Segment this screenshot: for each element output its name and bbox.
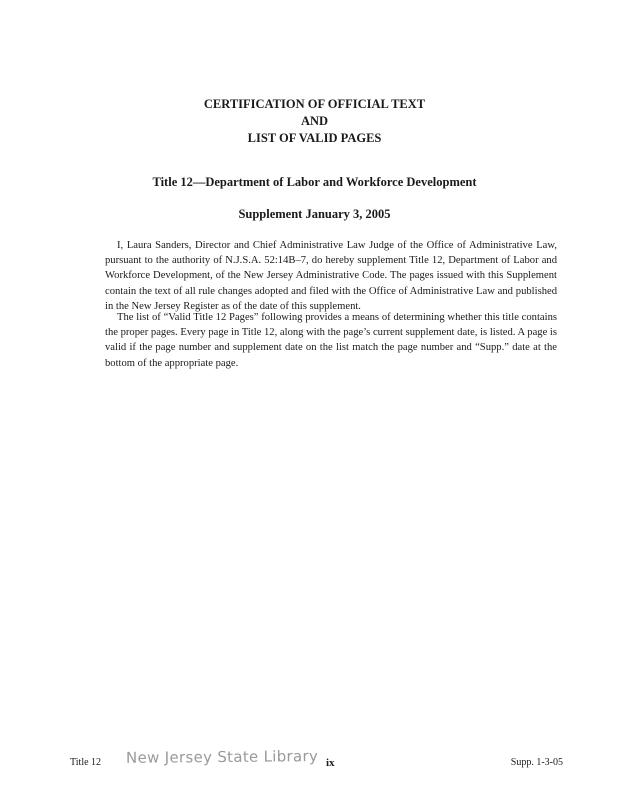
supplement-date-heading: Supplement January 3, 2005 bbox=[238, 207, 391, 221]
footer-supplement-date: Supp. 1-3-05 bbox=[510, 757, 563, 768]
heading-line-3: LIST OF VALID PAGES bbox=[247, 131, 382, 145]
certification-paragraph: I, Laura Sanders, Director and Chief Administrative Law Judge of the Office of Administrative Law, pursuant to the authority of N.J.S.A. 52:14B–7, do hereby supplement Title 12, Department of Labor and Workforce Development, of the New Jersey Administrative Code. The pages issued with this Supplement contain the text of all rule changes adopted and filed with the Office of Administrative Law and published in the New Jersey Register as of the date of this supplement. bbox=[105, 240, 557, 312]
certification-heading bbox=[0, 96, 629, 147]
footer-title: Title 12 bbox=[70, 757, 102, 768]
valid-pages-paragraph: The list of “Valid Title 12 Pages” following provides a means of determining whether this title contains the proper pages. Every page in Title 12, along with the page’s current supplement date, is listed. A page is valid if the page number and supplement date on the list match the page number and “Supp.” date at the bottom of the appropriate page. bbox=[105, 312, 557, 369]
page-number: ix bbox=[326, 757, 335, 769]
heading-line-2: AND bbox=[300, 114, 329, 128]
title-heading: Title 12—Department of Labor and Workforce Development bbox=[152, 175, 477, 189]
library-stamp: New Jersey State Library bbox=[125, 747, 319, 767]
heading-line-1: CERTIFICATION OF OFFICIAL TEXT bbox=[203, 97, 426, 111]
